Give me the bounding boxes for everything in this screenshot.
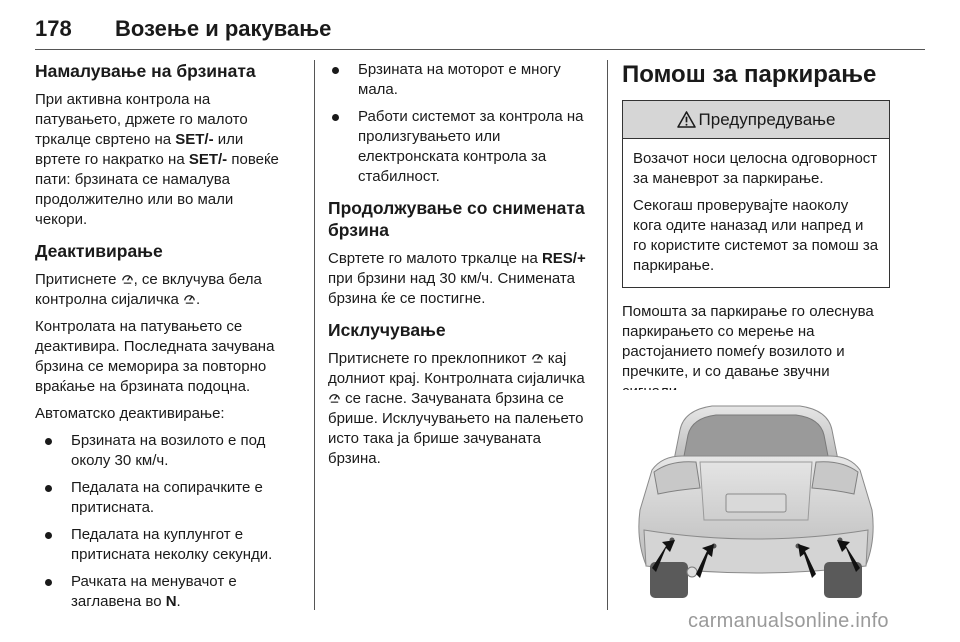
list-item: Брзината на возилото е под околу 30 км/ч. (35, 431, 303, 471)
warning-triangle-icon (677, 111, 696, 128)
warning-body (623, 139, 889, 287)
list-item: Педалата на куплунгот е притисната неколку секунди. (35, 525, 303, 565)
cruise-control-icon (531, 351, 544, 364)
column-2 (328, 60, 593, 476)
warning-title: Предупредување (698, 109, 836, 129)
list-item: Педалата на сопирачките е притисната. (35, 478, 303, 518)
page-number: 178 (35, 16, 72, 41)
parking-paragraph: Помошта за паркирање го олеснува паркирањето со мерење на растојанието помеѓу возилото и пречките, и со давање звучни (622, 303, 874, 380)
column-3 (622, 60, 890, 409)
auto-deactivate-list (35, 431, 303, 612)
deactivate-paragraph-2: Контролата на патувањето се деактивира. Последната зачувана брзина се меморира за повторно враќање на брзината подоцна. (35, 318, 275, 395)
reduce-paragraph: При активна контрола на патувањето, држете го малото тркалце свртено на SET/- или вртете го накратко на SET/- повеќе пати: брзината се намалува продолжително или во мали чекори. (35, 91, 279, 228)
car-rear-drawing (622, 390, 890, 610)
cruise-control-icon (183, 292, 196, 305)
cruise-control-icon (121, 272, 134, 285)
section-heading-off: Исклучување (328, 320, 446, 340)
list-item: Брзината на моторот е многу мала. (328, 60, 593, 100)
continue-paragraph: Свртете го малото тркалце на RES/+ при брзини над 30 км/ч. Снимената брзина ќе се постигне. (328, 250, 586, 307)
warning-box (622, 100, 890, 288)
auto-deactivate-label: Автоматско деактивирање: (35, 405, 225, 422)
deactivate-paragraph-1: Притиснете , се вклучува бела контролна сијаличка . (35, 271, 262, 308)
warning-header (623, 101, 889, 139)
auto-deactivate-list-cont (328, 60, 593, 187)
column-divider-2 (607, 60, 608, 610)
watermark: carmanualsonline.info (688, 610, 889, 632)
column-1 (35, 60, 303, 620)
cruise-control-icon (328, 391, 341, 404)
column-divider-1 (314, 60, 315, 610)
list-item: Рачката на менувачот е заглавена во N. (35, 572, 303, 612)
section-heading-reduce: Намалување на брзината (35, 61, 256, 81)
page-header (35, 16, 925, 52)
section-heading-deactivate: Деактивирање (35, 241, 163, 261)
parking-sensor-illustration (622, 390, 890, 610)
section-heading-parking: Помош за паркирање (622, 61, 877, 88)
warning-text-1: Возачот носи целосна одговорност за маневрот за паркирање. (633, 150, 878, 187)
warning-text-2: Секогаш проверувајте наоколу кога одите наназад или напред и го користите системот за помош за паркирање. (633, 197, 879, 274)
header-divider (35, 49, 925, 50)
section-heading-continue: Продолжување со снимената брзина (328, 198, 585, 240)
chapter-title: Возење и ракување (115, 16, 332, 41)
list-item: Работи системот за контрола на пролизгувањето или електронската контрола за стабилност. (328, 107, 593, 187)
off-paragraph: Притиснете го преклопникот кај долниот крај. Контролната сијаличка се гасне. Зачуваната брзина се брише. Исклучувањето на палењето исто така ја брише зачуваната брзина. (328, 350, 585, 467)
